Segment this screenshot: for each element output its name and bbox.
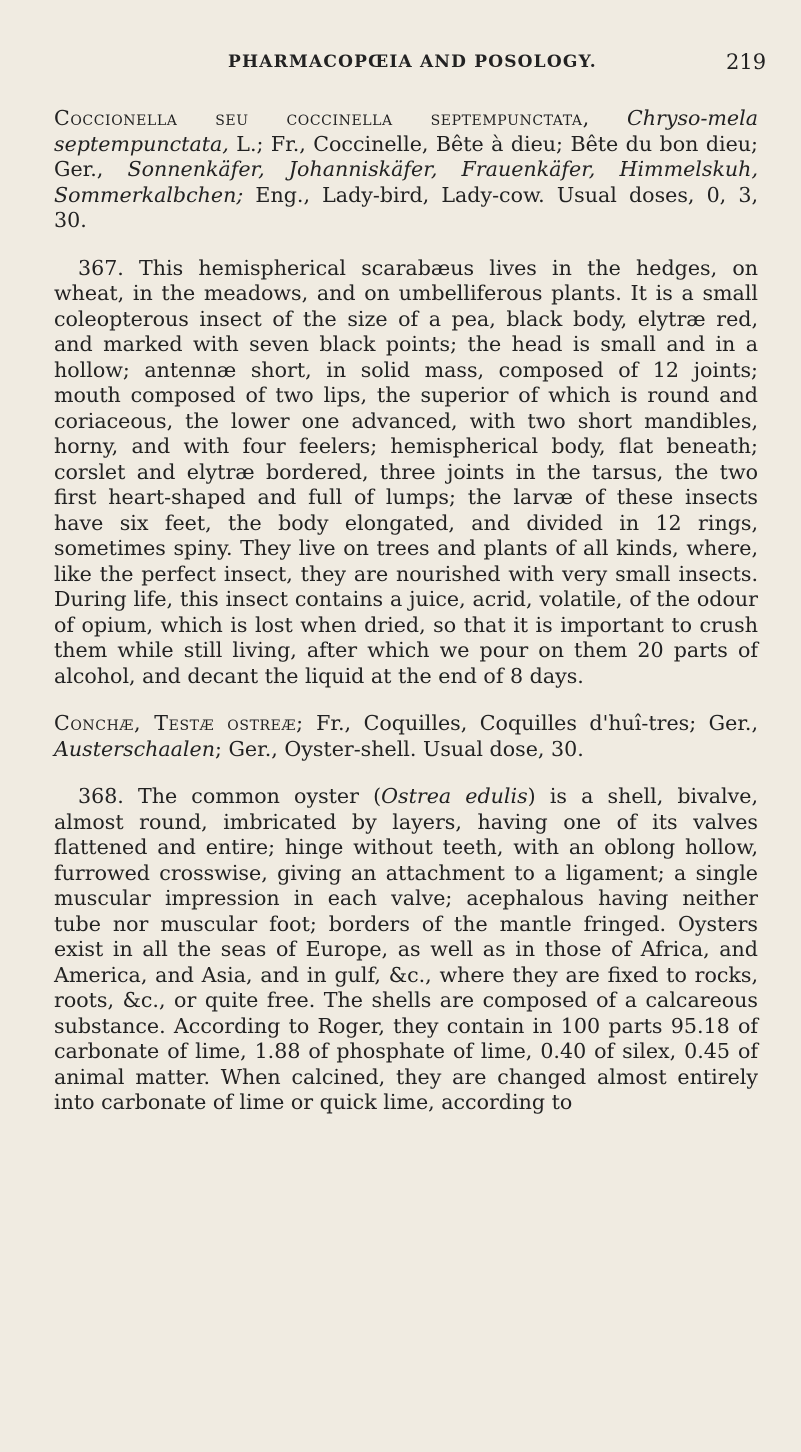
- paragraph-368: [54, 784, 758, 1116]
- entry-heading: Conchæ, Testæ ostreæ;: [54, 711, 304, 735]
- entry-conchae: [54, 711, 758, 762]
- german-names: Sonnenkäfer, Johanniskäfer, Frauenkäfer, Himmelskuh, Sommerkalbchen;: [54, 157, 758, 207]
- page-body: [54, 106, 758, 1116]
- entry-text: L.; Fr., Coccinelle, Bête à dieu; Bête du bon dieu; Ger.,: [54, 131, 758, 181]
- entry-text: ; Ger., Oyster-shell. Usual dose, 30.: [214, 736, 584, 761]
- paragraph-text: ) is a shell, bivalve, almost round, imbricated by layers, having one of its valves flattened and entire; hinge without teeth, with an oblong hollow, furrowed crosswise, giving an attachment to a ligament; a single muscular impression in each valve; acephalous having neither tube nor muscular foot; borders of the mantle fringed. Oysters exist in all the seas of Europe, as well as in those of Africa, and America, and Asia, and in gulf, &c., where they are fixed to rocks, roots, &c., or quite free. The shells are composed of a calcareous substance. According to Roger, they contain in 100 parts 95.18 of carbonate of lime, 1.88 of phosphate of lime, 0.40 of silex, 0.45 of animal matter. When calcined, they are changed almost entirely into carbonate of lime or quick lime, according to: [54, 784, 758, 1114]
- paragraph-text: 368. The common oyster (: [78, 784, 382, 808]
- latin-name: Ostrea edulis: [381, 784, 528, 808]
- entry-coccionella: [54, 106, 758, 234]
- paragraph-367: 367. This hemispherical scarabæus lives in the hedges, on wheat, in the meadows, and on umbelliferous plants. It is a small coleopterous insect of the size of a pea, black body, elytræ red, and marked with seven black points; the head is small and in a hollow; antennæ short, in solid mass, composed of 12 joints; mouth composed of two lips, the superior of which is round and coriaceous, the lower one advanced, with two short mandibles, horny, and with four feelers; hemispherical body, flat beneath; corslet and elytræ bordered, three joints in the tarsus, the two first heart-shaped and full of lumps; the larvæ of these insects have six feet, the body elongated, and divided in 12 rings, sometimes spiny. They live on trees and plants of all kinds, where, like the perfect insect, they are nourished with very small insects. During life, this insect contains a juice, acrid, volatile, of the odour of opium, which is lost when dried, so that it is important to crush them while still living, after which we pour on them 20 parts of alcohol, and decant the liquid at the end of 8 days.: [54, 255, 758, 688]
- entry-text: Eng., Lady-bird, Lady-cow. Usual doses, 0, 3, 30.: [54, 182, 758, 232]
- german-name: Austerschaalen: [54, 736, 215, 761]
- running-title: PHARMACOPŒIA AND POSOLOGY.: [228, 52, 597, 72]
- page-number: 219: [726, 50, 767, 74]
- entry-text: Fr., Coquilles, Coquilles d'huî-tres; Ger.,: [303, 711, 758, 735]
- entry-heading: Coccionella seu coccinella septempunctata,: [54, 106, 590, 130]
- running-head: [0, 52, 801, 82]
- latin-name: Chryso-mela septempunctata,: [54, 106, 758, 156]
